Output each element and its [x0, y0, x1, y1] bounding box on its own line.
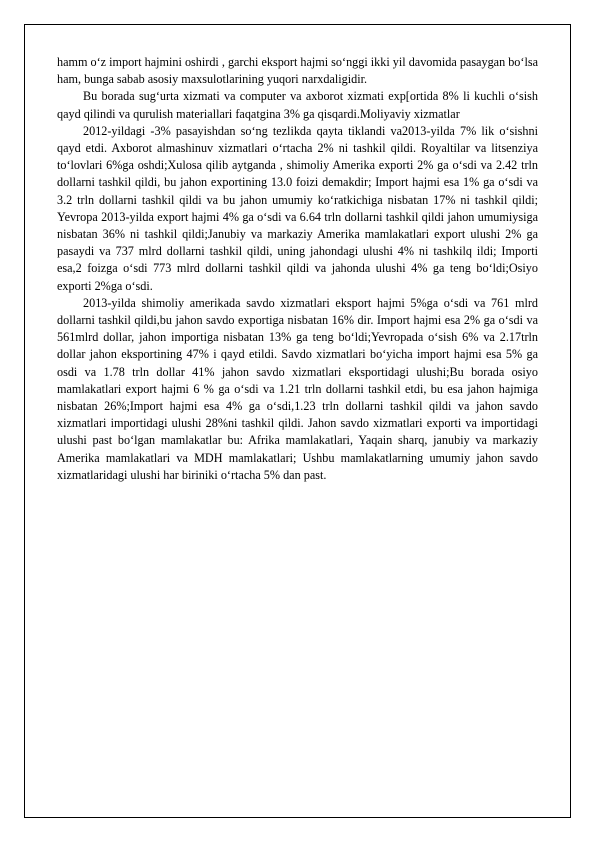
paragraph: 2013-yilda shimoliy amerikada savdo xizmatlari eksport hajmi 5%ga o‘sdi va 761 mlrd dollarni tashkil qildi,bu jahon savdo exportiga nisbatan 16% dir. Import hajmi esa 2% ga o‘sdi va 561mlrd dollar, jahon importiga nisbatan 13% ga teng bo‘ldi;Yevropada o‘sish 6% va 2.17trln dollar jahon eksportining 47% i qayd etildi. Savdo xizmatlari bo‘yicha import hajmi esa 5% ga osdi va 1.78 trln dollar 41% jahon savdo xizmatlari eksportidagi ulushi;Bu borada osiyo mamlakatlari export hajmi 6 % ga o‘sdi va 1.21 trln dollarni tashkil etdi, bu esa jahon hajmiga nisbatan 26%;Import hajmi esa 4% ga o‘sdi,1.23 trln dollarni tashkil qildi va jahon savdo xizmatlari importidagi ulushi 28%ni tashkil qildi. Jahon savdo xizmatlari exporti va importidagi ulushi past bo‘lgan mamlakatlar bu: Afrika mamlakatlari, Yaqain sharq, janubiy va markaziy Amerika mamlakatlari va MDH mamlakatlari; Ushbu mamlakatlarning umumiy jahon savdo xizmatlaridagi ulushi har biriniki o‘rtacha 5% dan past.	[57, 295, 538, 482]
paragraph: hamm o‘z import hajmini oshirdi , garchi eksport hajmi so‘nggi ikki yil davomida pasaygan bo‘lsa ham, bunga sabab asosiy maxsulotlarining yuqori narxdaligidir.	[57, 55, 538, 87]
document-body	[57, 54, 538, 484]
paragraph: Bu borada sug‘urta xizmati va computer va axborot xizmati exp[ortida 8% li kuchli o‘sish qayd qilindi va qurulish materiallari faqatgina 3% ga qisqardi.Moliyaviy xizmatlar	[57, 89, 538, 121]
paragraph: 2012-yildagi -3% pasayishdan so‘ng tezlikda qayta tiklandi va2013-yilda 7% lik o‘sishni qayd etdi. Axborot almashinuv xizmatlari o‘rtacha 2% ni tashkil qildi. Royaltilar va litsenziya to‘lovlari 6%ga oshdi;Xulosa qilib aytganda , shimoliy Amerika exporti 2% ga o‘sdi va 2.42 trln dollarni tashkil qildi, bu jahon exportining 13.0 foizi demakdir; Import hajmi esa 1% ga o‘sdi va 3.2 trln dollarni tashkil qildi va bu jahon umumiy ko‘ratkichiga nisbatan 17% ni tashkil qildi; Yevropa 2013-yilda export hajmi 4% ga o‘sdi va 6.64 trln dollarni tashkil qildi jahon umumiysiga nisbatan 36% ni tashkil qildi;Janubiy va markaziy Amerika mamlakatlari export ulushi 2% ga pasaydi va 737 mlrd dollarni tashkil qildi, uning jahondagi ulushi 4% ni tashkilq ildi; Importi esa,2 foizga o‘sdi 773 mlrd dollarni tashkil qildi va jahonda ulushi 4% ga teng bo‘ldi;Osiyo exporti 2%ga o‘sdi.	[57, 123, 538, 293]
